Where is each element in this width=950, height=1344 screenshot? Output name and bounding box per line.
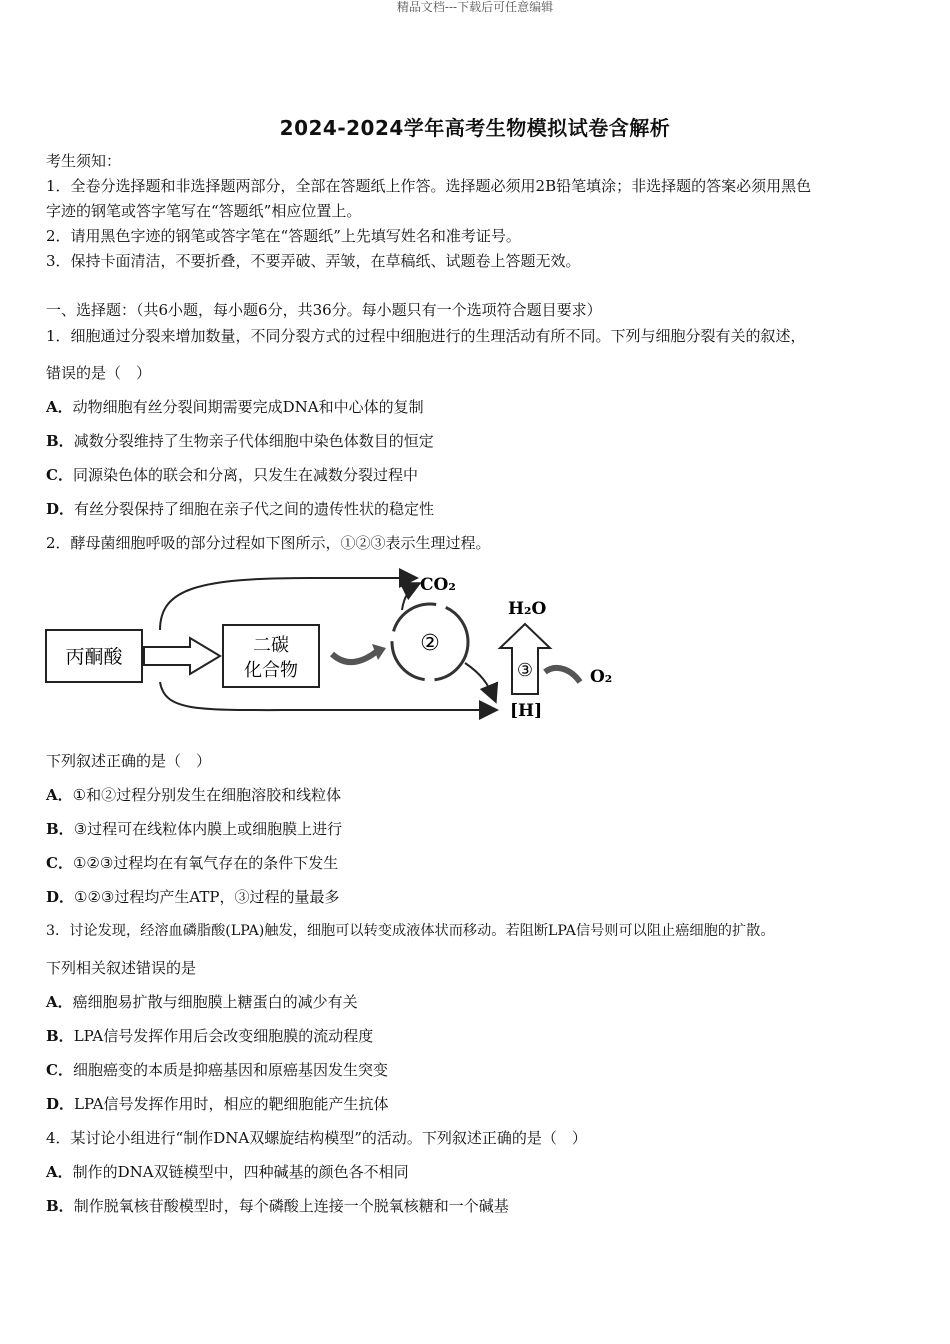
question-2-prompt: 下列叙述正确的是（ ） (46, 752, 212, 770)
option-text: 制作的DNA双链模型中，四种碱基的颜色各不相同 (72, 1163, 409, 1181)
h2o-label: H₂O (508, 599, 547, 619)
hollow-arrow (144, 638, 220, 674)
question-2-stem: 2．酵母菌细胞呼吸的部分过程如下图所示，①②③表示生理过程。 (46, 534, 491, 552)
option-text: 制作脱氧核苷酸模型时，每个磷酸上连接一个脱氧核糖和一个碱基 (73, 1197, 509, 1215)
option-a (46, 993, 358, 1011)
o2-label: O₂ (590, 667, 613, 687)
option-c (46, 1061, 388, 1079)
option-d (46, 888, 339, 906)
option-key: D． (46, 1095, 75, 1113)
option-a (46, 786, 341, 804)
option-key: B． (46, 1197, 74, 1215)
notice-heading: 考生须知： (46, 152, 122, 170)
option-text: LPA信号发挥作用后会改变细胞膜的流动程度 (73, 1027, 374, 1045)
option-c (46, 466, 418, 484)
process3-arrow (500, 624, 550, 694)
option-key: A． (46, 786, 73, 804)
option-text: ①②③过程均产生ATP，③过程的量最多 (74, 888, 340, 906)
option-text: 减数分裂维持了生物亲子代体细胞中染色体数目的恒定 (73, 432, 434, 450)
notice-item: 1．全卷分选择题和非选择题两部分，全部在答题纸上作答。选择题必须用2B铅笔填涂；非选择题的答案必须用黑色 (46, 177, 812, 195)
option-text: ①和②过程分别发生在细胞溶胶和线粒体 (72, 786, 342, 804)
option-d (46, 500, 434, 518)
co2-label: CO₂ (420, 575, 456, 595)
option-b (46, 1197, 509, 1215)
pyruvate-label: 丙酮酸 (65, 646, 123, 668)
option-key: B． (46, 432, 74, 450)
option-text: ③过程可在线粒体内膜上或细胞膜上进行 (73, 820, 343, 838)
h-label: [H] (510, 701, 543, 721)
option-key: C． (46, 854, 73, 872)
option-b (46, 1027, 373, 1045)
notice-item: 2．请用黑色字迹的钢笔或答字笔在“答题纸”上先填写姓名和准考证号。 (46, 227, 521, 245)
option-key: B． (46, 1027, 74, 1045)
page-title: 2024-2024学年高考生物模拟试卷含解析 (279, 116, 671, 140)
option-key: D． (46, 888, 75, 906)
option-key: C． (46, 466, 73, 484)
option-text: 有丝分裂保持了细胞在亲子代之间的遗传性状的稳定性 (74, 500, 435, 518)
section-heading: 一、选择题：（共6小题，每小题6分，共36分。每小题只有一个选项符合题目要求） (46, 301, 602, 319)
option-a (46, 1163, 409, 1181)
cycle-label: ② (420, 631, 440, 656)
option-key: B． (46, 820, 74, 838)
option-text: ①②③过程均在有氧气存在的条件下发生 (72, 854, 339, 872)
option-b (46, 820, 342, 838)
option-d (46, 1095, 389, 1113)
option-key: A． (46, 1163, 73, 1181)
o2-arrow (545, 668, 580, 682)
option-text: LPA信号发挥作用时，相应的靶细胞能产生抗体 (74, 1095, 389, 1113)
notice-item: 字迹的钢笔或答字笔写在“答题纸”相应位置上。 (46, 202, 362, 220)
two-carbon-label: 二碳 (253, 635, 289, 656)
h-branch (465, 663, 495, 700)
option-text: 同源染色体的联会和分离，只发生在减数分裂过程中 (72, 466, 418, 484)
question-3-stem: 下列相关叙述错误的是 (46, 959, 197, 977)
option-key: D． (46, 500, 75, 518)
pathway-line (160, 682, 495, 710)
option-text: 动物细胞有丝分裂间期需要完成DNA和中心体的复制 (72, 398, 424, 416)
two-carbon-label: 化合物 (244, 660, 298, 681)
question-1-stem: 错误的是（ ） (46, 364, 152, 382)
question-4-stem: 4．某讨论小组进行“制作DNA双螺旋结构模型”的活动。下列叙述正确的是（ ） (46, 1129, 587, 1147)
option-c (46, 854, 338, 872)
question-1-stem: 1．细胞通过分裂来增加数量，不同分裂方式的过程中细胞进行的生理活动有所不同。下列与细胞分裂有关的叙述， (46, 327, 806, 345)
respiration-diagram (40, 568, 640, 728)
option-key: C． (46, 1061, 73, 1079)
notice-item: 3．保持卡面清洁，不要折叠，不要弄破、弄皱，在草稿纸、试题卷上答题无效。 (46, 252, 581, 270)
option-text: 细胞癌变的本质是抑癌基因和原癌基因发生突变 (72, 1061, 388, 1079)
process3-label: ③ (516, 660, 534, 681)
option-a (46, 398, 424, 416)
option-text: 癌细胞易扩散与细胞膜上糖蛋白的减少有关 (72, 993, 358, 1011)
gray-arrow (332, 652, 376, 662)
question-3-stem: 3．讨论发现，经溶血磷脂酸(LPA)触发，细胞可以转变成液体状而移动。若阻断LPA信号则可以阻止癌细胞的扩散。 (46, 923, 775, 939)
pathway-line (160, 578, 415, 630)
option-b (46, 432, 434, 450)
header-note: 精品文档---下载后可任意编辑 (396, 0, 554, 14)
option-key: A． (46, 993, 73, 1011)
option-key: A． (46, 398, 73, 416)
